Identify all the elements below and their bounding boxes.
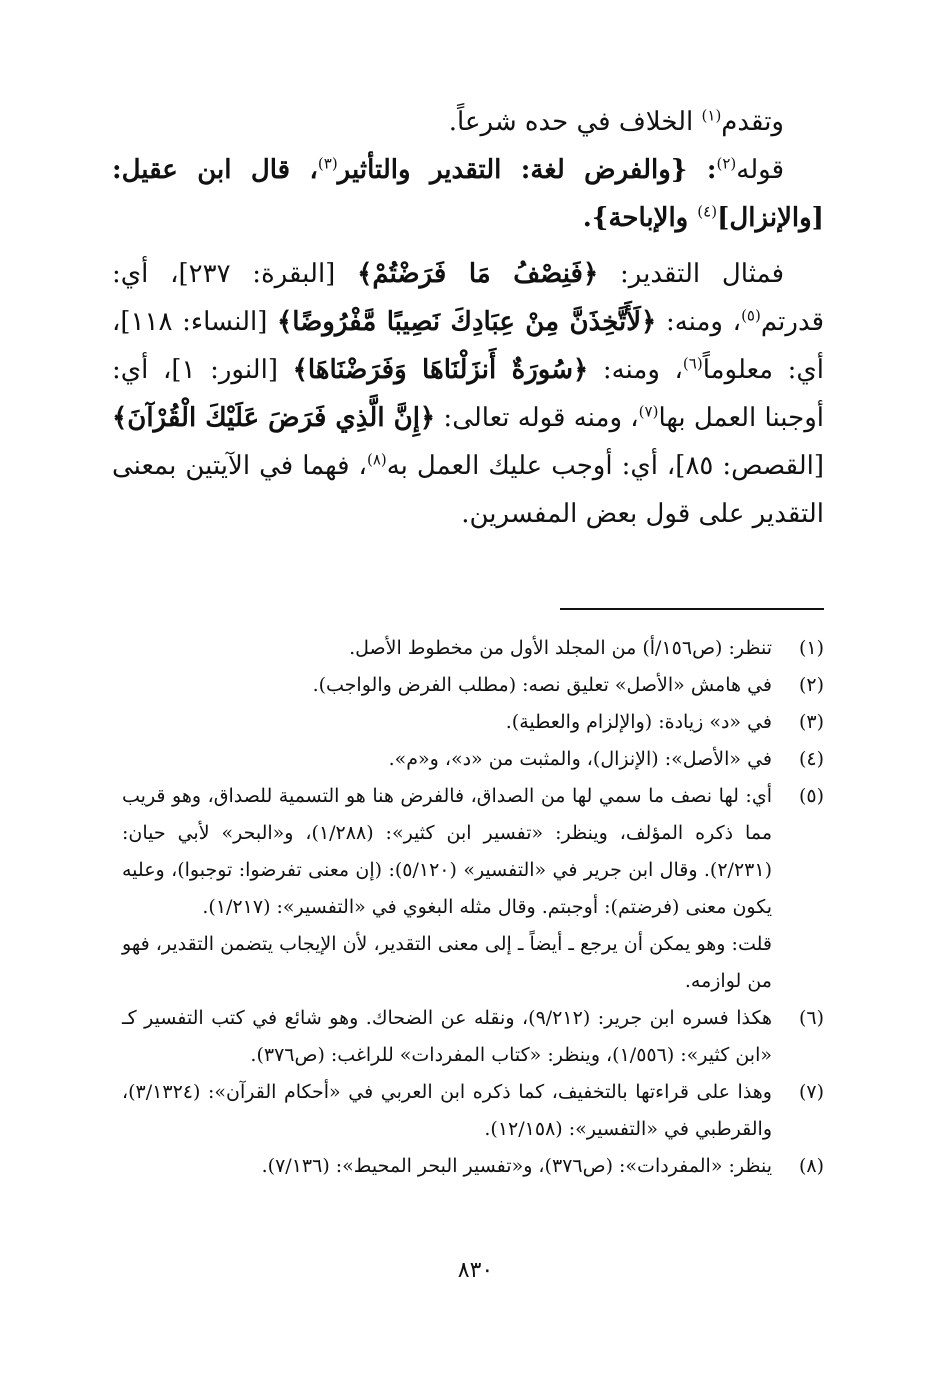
quran-quote: ﴿إِنَّ الَّذِي فَرَضَ عَلَيْكَ الْقُرْآنَ﴾	[111, 403, 436, 433]
footnote-number: (١)	[798, 637, 824, 659]
paragraph-2	[112, 146, 824, 242]
paragraph-1	[112, 98, 824, 146]
text-run: قوله	[736, 155, 785, 185]
footnote-4	[122, 741, 824, 778]
footnote-text: تنظر: (ص١٥٦/أ) من المجلد الأول من مخطوط الأصل.	[349, 637, 772, 659]
quran-quote: ﴿لَأَتَّخِذَنَّ مِنْ عِبَادِكَ نَصِيبًا مَّفْرُوضًا﴾	[277, 307, 657, 337]
footnote-number: (٧)	[798, 1081, 824, 1103]
paragraph-3	[112, 250, 824, 538]
footnote-text: في «الأصل»: (الإنزال)، والمثبت من «د»، و«م».	[388, 748, 772, 770]
footnote-number: (٤)	[798, 748, 824, 770]
main-text	[112, 98, 824, 538]
bold-text-run: ، قال ابن عقيل: [والإنزال]	[112, 155, 824, 233]
text-run: [القصص: ٨٥]، أي: أوجب عليك العمل به	[386, 451, 824, 481]
footnote-ref-8[interactable]: (٨)	[366, 450, 387, 469]
footnote-7	[122, 1074, 824, 1148]
footnote-text: وهذا على قراءتها بالتخفيف، كما ذكره ابن العربي في «أحكام القرآن»: (٣/١٣٢٤)، والقرطبي في «التفسير»: (١٢/١٥٨).	[122, 1081, 772, 1140]
text-run: وتقدم	[721, 107, 784, 137]
quran-quote: ﴿سُورَةٌ أَنزَلْنَاهَا وَفَرَضْنَاهَا﴾	[292, 355, 589, 385]
footnote-number: (٨)	[798, 1155, 824, 1177]
quran-quote: ﴿فَنِصْفُ مَا فَرَضْتُمْ﴾	[357, 259, 599, 289]
footnote-2	[122, 667, 824, 704]
footnote-text: في «د» زيادة: (والإلزام والعطية).	[505, 711, 772, 733]
footnote-8	[122, 1148, 824, 1185]
text-run: الخلاف في حده شرعاً.	[448, 107, 702, 137]
text-run: [النور: ١]، أي: أوجبنا العمل بها	[112, 355, 824, 433]
footnote-3	[122, 704, 824, 741]
footnote-number: (٢)	[798, 674, 824, 696]
footnote-ref-1[interactable]: (١)	[701, 106, 722, 125]
footnote-ref-5[interactable]: (٥)	[741, 306, 761, 325]
footnote-separator	[560, 608, 824, 610]
text-run: فمثال التقدير:	[598, 259, 785, 289]
text-run: ، فهما في الآيتين بمعنى التقدير على قول بعض المفسرين.	[112, 451, 824, 529]
page-number: ٨٣٠	[457, 1258, 494, 1283]
text-run: ، ومنه:	[656, 307, 742, 337]
footnote-text: ينظر: «المفردات»: (ص٣٧٦)، و«تفسير البحر المحيط»: (٧/١٣٦).	[261, 1155, 772, 1177]
footnote-6	[122, 1000, 824, 1074]
footnote-number: (٥)	[798, 785, 824, 807]
bold-text-run: : {والفرض لغة: التقدير والتأثير	[337, 155, 717, 185]
footnote-number: (٣)	[798, 711, 824, 733]
footnote-number: (٦)	[798, 1007, 824, 1029]
text-run: [البقرة: ٢٣٧]، أي: قدرتم	[112, 259, 825, 337]
footnote-text: في هامش «الأصل» تعليق نصه: (مطلب الفرض والواجب).	[312, 674, 772, 696]
footnote-5	[122, 778, 824, 1000]
text-run: ، ومنه قوله تعالى:	[435, 403, 639, 433]
footnote-ref-4[interactable]: (٤)	[697, 202, 718, 221]
text-run: [النساء: ١١٨]، أي: معلوماً	[112, 307, 825, 385]
footnote-ref-6[interactable]: (٦)	[682, 354, 703, 373]
footnotes	[122, 630, 824, 1185]
footnote-text: أي: لها نصف ما سمي لها من الصداق، فالفرض هنا هو التسمية للصداق، وهو قريب مما ذكره المؤلف، وينظر: «تفسير ابن كثير»: (١/٢٨٨)، و«البحر» لأبي حيان: (٢/٢٣١). وقال ابن جرير في «التفسير» (٥/١٢٠): (إن معنى تفرضوا: توجبوا)، وعليه يكون معنى (فرضتم): أوجبتم. وقال مثله البغوي في «التفسير»: (١/٢١٧).	[122, 785, 772, 918]
footnote-1	[122, 630, 824, 667]
footnote-text: قلت: وهو يمكن أن يرجع ـ أيضاً ـ إلى معنى التقدير، لأن الإيجاب يتضمن التقدير، فهو من لوازمه.	[122, 933, 772, 992]
footnote-text: هكذا فسره ابن جرير: (٩/٢١٢)، ونقله عن الضحاك. وهو شائع في كتب التفسير كـ «ابن كثير»: (١/٥٥٦)، وينظر: «كتاب المفردات» للراغب: (ص٣٧٦).	[122, 1007, 772, 1066]
text-run: ، ومنه:	[588, 355, 683, 385]
footnote-ref-2[interactable]: (٢)	[716, 154, 737, 173]
footnote-ref-3[interactable]: (٣)	[317, 154, 338, 173]
bold-text-run: والإباحة}.	[582, 203, 698, 233]
footnote-ref-7[interactable]: (٧)	[638, 402, 659, 421]
